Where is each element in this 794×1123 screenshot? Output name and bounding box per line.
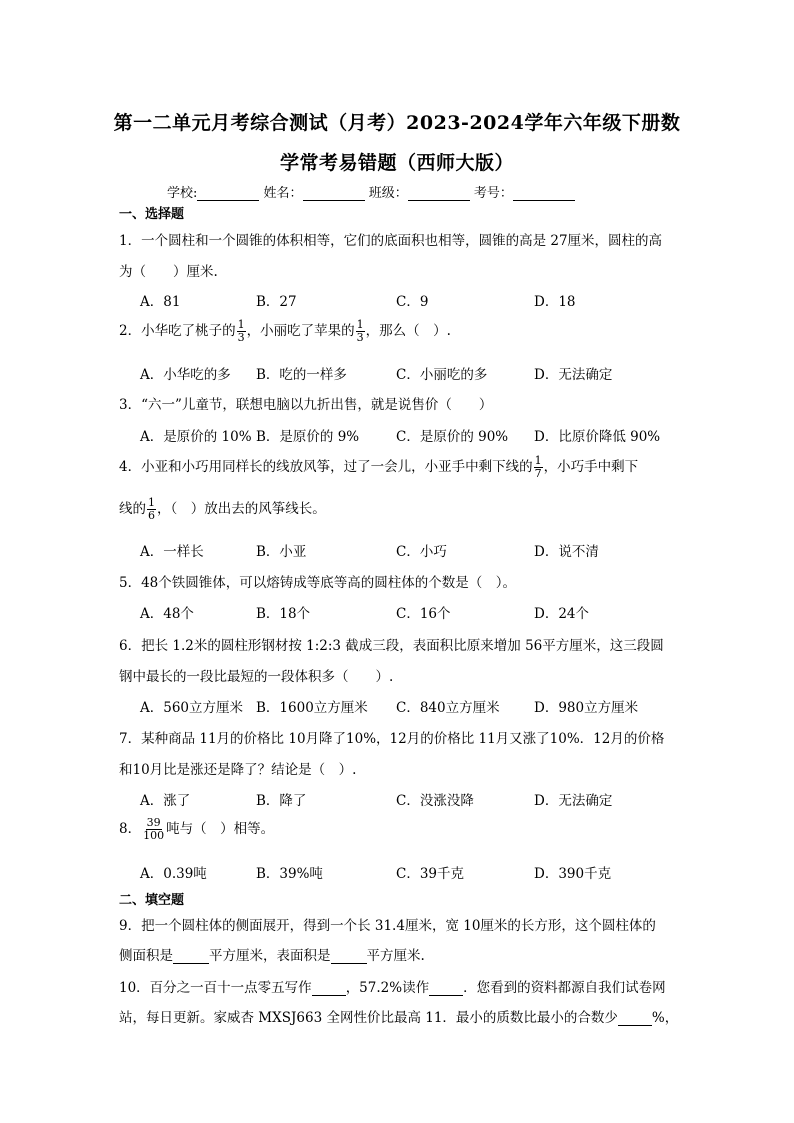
fraction-denominator: 3 xyxy=(237,331,245,344)
question-6-line2: 钢中最长的一段比最短的一段体积多（ ）. xyxy=(119,669,394,685)
q7-option-b: B．降了 xyxy=(256,793,307,809)
q4-option-c: C．小巧 xyxy=(396,544,447,560)
q1-option-b: B．27 xyxy=(256,294,297,310)
school-label: 学校: xyxy=(167,186,198,201)
q2-fraction-1 xyxy=(237,319,246,344)
question-5: 5．48个铁圆锥体，可以熔铸成等底等高的圆柱体的个数是（ ）。 xyxy=(119,575,517,591)
question-9-line2 xyxy=(119,944,425,964)
q10-text-a: 10．百分之一百十一点零五写作 xyxy=(119,980,312,996)
question-10-line2 xyxy=(119,1006,678,1026)
q6-option-b: B．1600立方厘米 xyxy=(256,700,368,716)
q11-answer-blank[interactable] xyxy=(618,1012,652,1026)
fraction-denominator: 6 xyxy=(148,509,155,522)
q6-option-d: D．980立方厘米 xyxy=(534,700,639,716)
q9-answer-blank-2[interactable] xyxy=(331,950,367,964)
q2-text-part1: 2．小华吃了桃子的 xyxy=(119,323,236,339)
q1-option-c: C．9 xyxy=(396,294,429,310)
student-info-row xyxy=(167,182,575,201)
q5-option-b: B．18个 xyxy=(256,606,311,622)
question-4-line2 xyxy=(119,497,326,522)
q2-option-a: A．小华吃的多 xyxy=(140,367,231,383)
q8-option-d: D．390千克 xyxy=(534,866,612,882)
school-blank xyxy=(197,186,259,201)
fraction-numerator: 1 xyxy=(356,318,364,331)
question-7-line1: 7．某种商品 11月的价格比 10月降了10%，12月的价格比 11月又涨了10%．12月的价格 xyxy=(119,731,665,747)
q3-option-b: B．是原价的 9% xyxy=(256,429,360,445)
q4-text-part3: 线的 xyxy=(119,501,146,517)
q10-text-c: ．您看到的资料都源自我们试卷网 xyxy=(463,980,666,996)
name-label: 姓名： xyxy=(263,186,303,201)
q6-option-a: A．560立方厘米 xyxy=(140,700,244,716)
q3-option-c: C．是原价的 90% xyxy=(396,429,509,445)
q2-option-d: D．无法确定 xyxy=(534,367,613,383)
q4-fraction-1 xyxy=(534,455,543,480)
q8-option-a: A．0.39吨 xyxy=(140,866,207,882)
q2-option-c: C．小丽吃的多 xyxy=(396,367,488,383)
name-blank xyxy=(303,186,365,201)
q2-text-part2: ，小丽吃了苹果的 xyxy=(246,323,355,339)
class-blank xyxy=(408,186,470,201)
q8-fraction xyxy=(142,817,165,842)
q4-fraction-2 xyxy=(147,497,156,522)
q5-option-a: A．48个 xyxy=(140,606,194,622)
q6-option-c: C．840立方厘米 xyxy=(396,700,500,716)
q4-text-part4: ，（ ）放出去的风筝线长。 xyxy=(157,501,326,517)
question-7-line2: 和10月比是涨还是降了？结论是（ ）. xyxy=(119,762,357,778)
q4-text-part2: ，小巧手中剩下 xyxy=(543,459,639,475)
q4-option-d: D．说不清 xyxy=(534,544,599,560)
question-2 xyxy=(119,319,451,344)
question-3: 3．“六一”儿童节，联想电脑以九折出售，就是说售价（ ） xyxy=(119,397,493,413)
q9-text-a: 侧面积是 xyxy=(119,948,173,964)
q3-option-d: D．比原价降低 90% xyxy=(534,429,661,445)
question-1-line1: 1．一个圆柱和一个圆锥的体积相等，它们的底面积也相等，圆锥的高是 27厘米，圆柱的高 xyxy=(119,233,663,249)
q10-text-e: %， xyxy=(651,1010,679,1026)
fraction-denominator: 3 xyxy=(356,331,364,344)
q4-option-b: B．小亚 xyxy=(256,544,307,560)
page-title-line1: 第一二单元月考综合测试（月考）2023-2024学年六年级下册数 xyxy=(113,112,681,134)
question-1-line2: 为（ ）厘米. xyxy=(119,264,218,280)
q8-text: 吨与（ ）相等。 xyxy=(166,821,275,837)
fraction-denominator: 7 xyxy=(534,467,542,480)
q8-option-c: C．39千克 xyxy=(396,866,465,882)
exam-number-blank xyxy=(513,186,575,201)
q7-option-c: C．没涨没降 xyxy=(396,793,474,809)
q2-option-b: B．吃的一样多 xyxy=(256,367,347,383)
q8-number: 8． xyxy=(119,821,142,837)
question-9-line1: 9．把一个圆柱体的侧面展开，得到一个长 31.4厘米，宽 10厘米的长方形，这个圆柱体的 xyxy=(119,918,656,934)
section-title-choice: 一、选择题 xyxy=(119,207,185,222)
fraction-numerator: 1 xyxy=(237,318,245,331)
q7-option-a: A．涨了 xyxy=(140,793,191,809)
q10-answer-blank-2[interactable] xyxy=(429,982,463,996)
q1-option-d: D．18 xyxy=(534,294,576,310)
question-4-line1 xyxy=(119,455,638,480)
q3-option-a: A．是原价的 10% xyxy=(140,429,252,445)
fraction-numerator: 1 xyxy=(148,496,155,509)
question-8 xyxy=(119,817,274,842)
q9-answer-blank-1[interactable] xyxy=(173,950,209,964)
q8-option-b: B．39%吨 xyxy=(256,866,323,882)
question-6-line1: 6．把长 1.2米的圆柱形钢材按 1:2:3 截成三段，表面积比原来增加 56平方厘米，这三段圆 xyxy=(119,638,664,654)
class-label: 班级： xyxy=(368,186,408,201)
q5-option-c: C．16个 xyxy=(396,606,451,622)
section-title-fill: 二、填空题 xyxy=(119,893,185,908)
q4-option-a: A．一样长 xyxy=(140,544,204,560)
q1-option-a: A．81 xyxy=(140,294,181,310)
fraction-numerator: 39 xyxy=(146,816,161,829)
q9-text-c: 平方厘米. xyxy=(366,948,425,964)
fraction-numerator: 1 xyxy=(534,454,542,467)
q5-option-d: D．24个 xyxy=(534,606,590,622)
fraction-denominator: 100 xyxy=(143,829,165,842)
q2-text-part3: ，那么（ ）. xyxy=(365,323,451,339)
q2-fraction-2 xyxy=(356,319,365,344)
question-10-line1 xyxy=(119,976,666,996)
q10-answer-blank-1[interactable] xyxy=(312,982,346,996)
q10-text-d: 站，每日更新。家威杏 MXSJ663 全网性价比最高 11．最小的质数比最小的合数少 xyxy=(119,1010,618,1026)
q7-option-d: D．无法确定 xyxy=(534,793,613,809)
page-title-line2: 学常考易错题（西师大版） xyxy=(279,152,514,174)
exam-number-label: 考号： xyxy=(473,186,513,201)
q4-text-part1: 4．小亚和小巧用同样长的线放风筝，过了一会儿，小亚手中剩下线的 xyxy=(119,459,533,475)
q10-text-b: ，57.2%读作 xyxy=(345,980,430,996)
q9-text-b: 平方厘米，表面积是 xyxy=(209,948,331,964)
